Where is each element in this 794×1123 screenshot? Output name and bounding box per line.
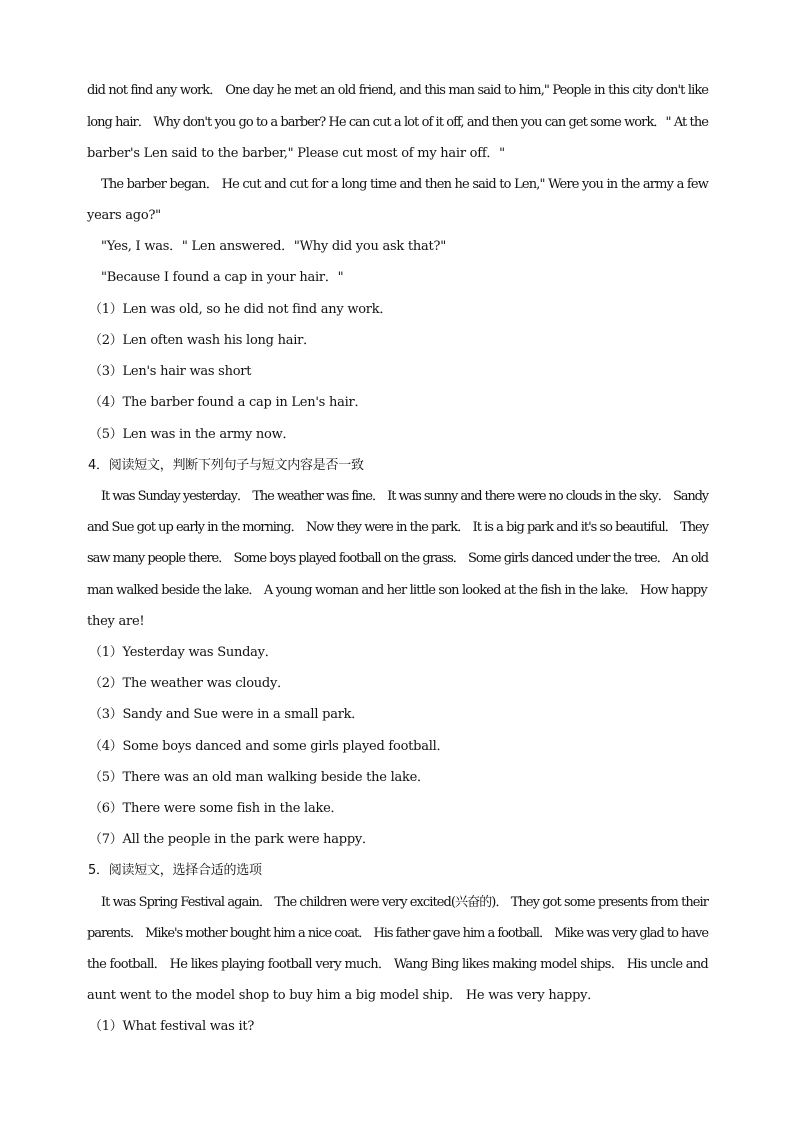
statement-item: （3）Len's hair was short — [89, 364, 252, 379]
passage-line: barber's Len said to the barber," Please cut most of my hair off．" — [87, 146, 505, 161]
passage-line: The barber began． He cut and cut for a long time and then he said to Len," Were you in the army a few — [101, 177, 708, 192]
passage-line: "Because I found a cap in your hair．" — [101, 270, 344, 285]
statement-item: （1）Len was old, so he did not find any work． — [89, 302, 393, 317]
statement-item: （4）The barber found a cap in Len's hair． — [89, 395, 368, 410]
passage-line: did not find any work． One day he met an old friend, and this man said to him," People in this city don't like — [87, 83, 708, 98]
passage-line: parents． Mike's mother bought him a nice coat． His father gave him a football． Mike was very glad to have — [87, 926, 708, 941]
passage-line: "Yes, I was．" Len answered．"Why did you ask that?" — [101, 239, 446, 254]
statement-item: （2）Len often wash his long hair． — [89, 333, 316, 348]
question-item: （1）What festival was it? — [89, 1019, 255, 1034]
passage-line: and Sue got up early in the morning． Now they were in the park． It is a big park and it's so beautiful． They — [87, 520, 708, 535]
passage-line: man walked beside the lake． A young woman and her little son looked at the fish in the lake． How happy — [87, 583, 707, 598]
statement-item: （1）Yesterday was Sunday． — [89, 645, 278, 660]
passage-line: aunt went to the model shop to buy him a big model ship． He was very happy． — [87, 988, 600, 1003]
statement-item: （2）The weather was cloudy． — [89, 676, 290, 691]
passage-line: saw many people there． Some boys played football on the grass． Some girls danced under the tree． An old — [87, 551, 708, 566]
statement-item: （5）There was an old man walking beside the lake． — [89, 770, 430, 785]
statement-item: （7）All the people in the park were happy． — [89, 832, 375, 847]
passage-line: It was Spring Festival again． The children were very excited(兴奋的)． They got some presents from their — [101, 895, 708, 910]
question-heading: 4．阅读短文，判断下列句子与短文内容是否一致 — [88, 458, 364, 473]
statement-item: （5）Len was in the army now． — [89, 427, 296, 442]
passage-line: years ago?" — [87, 208, 161, 223]
statement-item: （3）Sandy and Sue were in a small park． — [89, 707, 365, 722]
passage-line: the football． He likes playing football very much． Wang Bing likes making model ships． His uncle and — [87, 957, 708, 972]
statement-item: （4）Some boys danced and some girls played football． — [89, 739, 450, 754]
question-heading: 5．阅读短文，选择合适的选项 — [88, 863, 262, 878]
statement-item: （6）There were some fish in the lake． — [89, 801, 344, 816]
passage-line: long hair． Why don't you go to a barber? He can cut a lot of it off, and then you can get some work．" At the — [87, 115, 708, 130]
passage-line: It was Sunday yesterday． The weather was fine． It was sunny and there were no clouds in the sky． Sandy — [101, 489, 708, 504]
passage-line: they are! — [87, 614, 145, 629]
